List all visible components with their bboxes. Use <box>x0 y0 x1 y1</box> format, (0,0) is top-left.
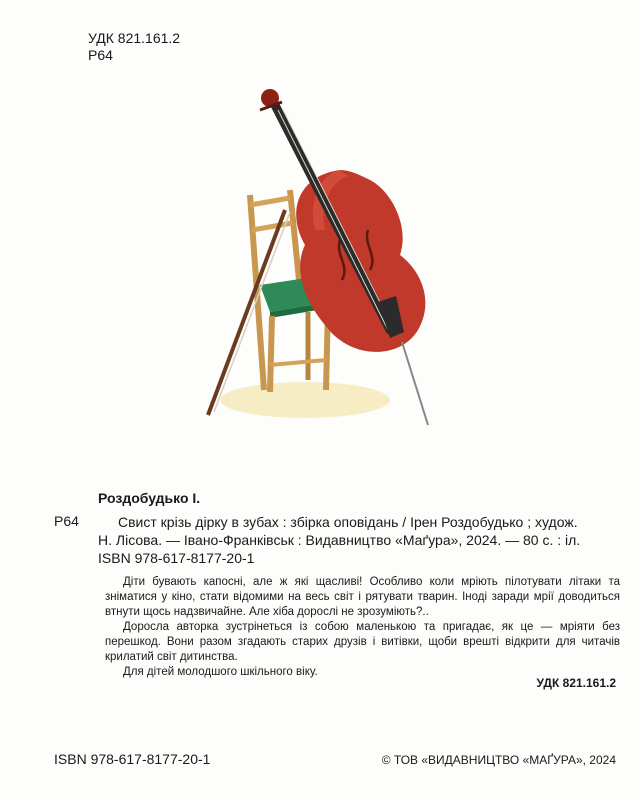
annotation <box>105 575 620 680</box>
udk-code: УДК 821.161.2 <box>88 30 181 46</box>
udk-header <box>88 30 180 64</box>
annotation-paragraph-2: Доросла авторка зустрінеться із собою маленькою та пригадає, як це — мріяти без перешкод. Вони разом згадають старих друзів і витівки, щоби врешті відкрити для читачів крилатий світ дитинства. <box>105 621 620 663</box>
annotation-paragraph-1: Діти бувають капосні, але ж які щасливі! Особливо коли мріють пілотувати літаки та зніматися у кіно, стати відомими на весь світ і рятувати тварин. Іноді заради мрії доводиться втнути щось надзвичайне. Але хіба дорослі не зрозуміють?.. <box>105 576 620 618</box>
record-author: Роздобудько І. <box>98 490 201 506</box>
record-code: Р64 <box>54 513 79 529</box>
cello-on-chair-icon <box>190 80 440 430</box>
author-code: Р64 <box>88 47 113 63</box>
footer-copyright: © ТОВ «ВИДАВНИЦТВО «МАҐУРА», 2024 <box>381 753 616 767</box>
bibliographic-description <box>98 513 623 567</box>
annotation-audience: Для дітей молодшого шкільного віку. <box>123 666 318 678</box>
biblio-line-1: Свист крізь дірку в зубах : збірка оповідань / Ірен Роздобудько ; худож. <box>118 514 578 530</box>
footer-isbn: ISBN 978-617-8177-20-1 <box>54 751 211 767</box>
biblio-line-2: Н. Лісова. — Івано-Франківськ : Видавництво «Маґура», 2024. — 80 с. : іл. <box>98 532 581 548</box>
biblio-isbn: ISBN 978-617-8177-20-1 <box>98 550 255 566</box>
udk-bottom: УДК 821.161.2 <box>536 676 616 690</box>
cello-illustration <box>190 80 440 430</box>
